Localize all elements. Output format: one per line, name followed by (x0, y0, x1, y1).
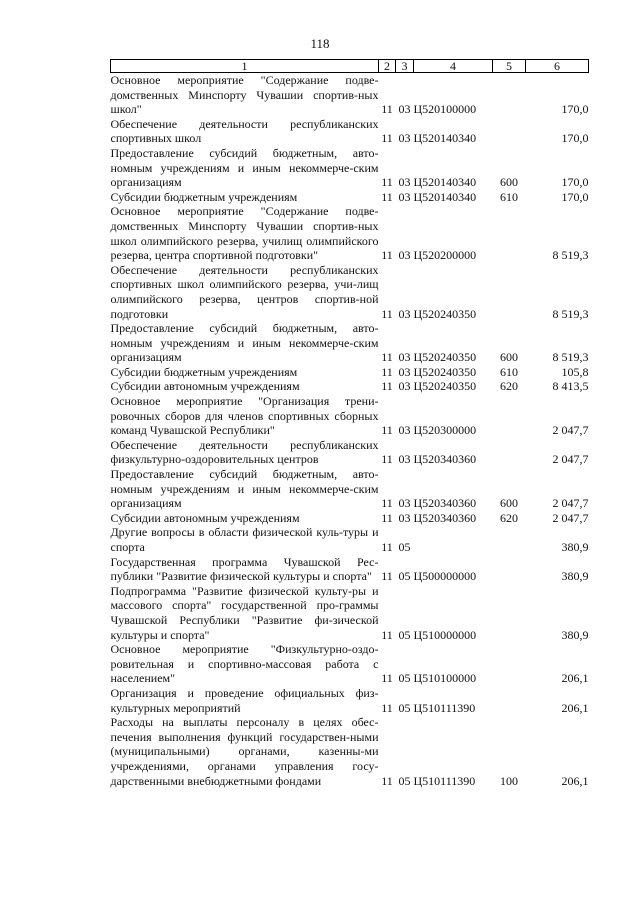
row-section: 11 (381, 452, 393, 467)
table-row (111, 204, 589, 262)
row-name: Обеспечение деятельности республиканских спортивных школ олимпийского резерва, учи-лищ олимпийского резерва, центров спортив-ной подготовки (110, 262, 379, 321)
table-row (111, 73, 589, 117)
table-row (111, 190, 589, 205)
row-subsection: 03 (398, 248, 411, 263)
row-amount: 2 047,7 (552, 496, 589, 511)
row-subsection: 05 (398, 627, 411, 642)
row-section: 11 (381, 569, 393, 584)
row-subsection: 03 (398, 306, 411, 321)
header-col-3: 3 (396, 60, 414, 73)
row-amount: 2 047,7 (552, 423, 589, 438)
row-target-code: Ц520300000 (413, 423, 477, 438)
table-row (111, 379, 589, 394)
row-name: Подпрограмма "Развитие физической культу-ры и массового спорта" государственной про-граммы Чувашской Республики "Развитие фи-зической культуры и спорта" (110, 583, 379, 642)
row-target-code: Ц520340360 (413, 452, 477, 467)
row-section: 11 (381, 496, 393, 511)
table-row (111, 263, 589, 321)
row-section: 11 (381, 306, 393, 321)
row-name: Обеспечение деятельности республиканских физкультурно-оздоровительных центров (110, 437, 379, 467)
row-target-code: Ц510100000 (413, 671, 477, 686)
row-expense-type (493, 642, 526, 686)
row-name: Субсидии автономным учреждениям (110, 379, 300, 394)
row-section: 11 (381, 350, 393, 365)
header-col-1: 1 (111, 60, 379, 73)
row-section: 11 (381, 423, 393, 438)
row-target-code: Ц520240350 (413, 379, 477, 394)
row-section: 11 (381, 175, 393, 190)
row-amount: 170,0 (561, 102, 589, 117)
row-expense-type: 600 (500, 496, 518, 511)
row-expense-type: 620 (500, 379, 518, 394)
row-name: Государственная программа Чувашской Рес-публики "Развитие физической культуры и спорта" (110, 554, 379, 584)
row-target-code: Ц520240350 (413, 364, 477, 379)
row-subsection: 03 (398, 175, 411, 190)
row-target-code: Ц520200000 (413, 248, 477, 263)
header-col-2: 2 (379, 60, 396, 73)
row-subsection: 03 (398, 131, 411, 146)
table-row (111, 394, 589, 438)
row-expense-type: 600 (500, 350, 518, 365)
row-expense-type: 620 (500, 510, 518, 525)
table-row (111, 511, 589, 526)
row-expense-type (493, 686, 526, 715)
row-expense-type (493, 117, 526, 146)
row-amount: 206,1 (561, 773, 589, 788)
row-expense-type: 610 (500, 189, 518, 204)
row-section: 11 (381, 540, 393, 554)
row-name: Предоставление субсидий бюджетным, авто-номным учреждениям и иным некоммерче-ским организациям (110, 321, 379, 365)
row-target-code: Ц520140340 (413, 175, 477, 190)
row-amount: 170,0 (561, 131, 589, 146)
row-amount: 170,0 (561, 175, 589, 190)
row-subsection: 05 (398, 540, 411, 554)
row-subsection: 03 (398, 423, 411, 438)
table-row (111, 686, 589, 715)
row-amount: 2 047,7 (552, 510, 589, 525)
table-row (111, 321, 589, 365)
row-expense-type (493, 394, 526, 438)
row-name: Обеспечение деятельности республиканских спортивных школ (110, 116, 379, 146)
table-row (111, 642, 589, 686)
row-name: Предоставление субсидий бюджетным, авто-номным учреждениям и иным некоммерче-ским организациям (110, 145, 379, 190)
row-target-code: Ц510111390 (413, 700, 476, 715)
row-name: Основное мероприятие "Физкультурно-оздо-ровительная и спортивно-массовая работа с населением" (110, 642, 379, 686)
row-amount: 380,9 (561, 627, 589, 642)
row-section: 11 (381, 248, 393, 263)
header-col-4: 4 (414, 60, 493, 73)
row-amount: 2 047,7 (552, 452, 589, 467)
header-row (111, 60, 589, 73)
row-target-code: Ц520240350 (413, 350, 477, 365)
table-row (111, 525, 589, 554)
table-row (111, 365, 589, 380)
row-section: 11 (381, 102, 393, 117)
row-name: Предоставление субсидий бюджетным, авто-номным учреждениям и иным некоммерче-ским организациям (110, 467, 379, 511)
row-subsection: 03 (398, 364, 411, 379)
row-name: Основное мероприятие "Содержание подве-домственных Минспорту Чувашии спортив-ных школ" (110, 73, 379, 117)
row-section: 11 (381, 700, 393, 715)
row-subsection: 05 (398, 700, 411, 715)
row-amount: 105,8 (561, 364, 589, 379)
row-section: 11 (381, 364, 393, 379)
row-amount: 206,1 (561, 671, 589, 686)
table-row (111, 438, 589, 467)
row-target-code: Ц520240350 (413, 306, 477, 321)
row-subsection: 05 (398, 671, 411, 686)
row-subsection: 03 (398, 189, 411, 204)
table-row (111, 715, 589, 788)
row-subsection: 03 (398, 102, 411, 117)
table-row (111, 117, 589, 146)
row-subsection: 03 (398, 350, 411, 365)
row-target-code: Ц520100000 (413, 102, 477, 117)
row-amount: 380,9 (561, 540, 589, 554)
table-row (111, 467, 589, 511)
row-expense-type (493, 584, 526, 642)
page-number: 118 (310, 36, 330, 51)
budget-table (110, 59, 589, 788)
row-expense-type (493, 263, 526, 321)
row-name: Субсидии бюджетным учреждениям (110, 364, 298, 379)
table-row (111, 584, 589, 642)
row-section: 11 (381, 671, 393, 686)
row-name: Расходы на выплаты персоналу в целях обес-печения выполнения функций государствен-ными (муниципальными) органами, казенны-ми учреждениями, органами управления госу-дарственными внебюджетными фондами (110, 715, 379, 788)
table-row (111, 146, 589, 190)
row-amount: 380,9 (561, 569, 589, 584)
row-subsection: 03 (398, 496, 411, 511)
row-expense-type (493, 555, 526, 584)
row-target-code: Ц510000000 (413, 627, 477, 642)
row-section: 11 (381, 189, 393, 204)
row-section: 11 (381, 379, 393, 394)
row-name: Субсидии автономным учреждениям (110, 510, 300, 525)
row-subsection: 03 (398, 452, 411, 467)
row-amount: 206,1 (561, 700, 589, 715)
row-name: Организация и проведение официальных физ-культурных мероприятий (110, 685, 379, 715)
row-amount: 8 519,3 (552, 350, 589, 365)
row-name: Субсидии бюджетным учреждениям (110, 189, 298, 204)
row-expense-type: 600 (500, 175, 518, 190)
row-amount: 170,0 (561, 189, 589, 204)
row-expense-type (493, 204, 526, 262)
row-section: 11 (381, 131, 393, 146)
row-expense-type (493, 438, 526, 467)
row-subsection: 05 (398, 773, 411, 788)
row-section: 11 (381, 773, 393, 788)
row-subsection: 03 (398, 510, 411, 525)
row-amount: 8 519,3 (552, 306, 589, 321)
row-expense-type (493, 525, 526, 554)
table-row (111, 555, 589, 584)
row-amount: 8 413,5 (552, 379, 589, 394)
row-subsection: 05 (398, 569, 411, 584)
row-target-code: Ц500000000 (413, 569, 477, 584)
row-section: 11 (381, 627, 393, 642)
header-col-6: 6 (526, 60, 589, 73)
row-expense-type: 100 (500, 773, 518, 788)
row-target-code: Ц510111390 (413, 773, 476, 788)
row-name: Другие вопросы в области физической куль-туры и спорта (110, 525, 379, 554)
row-target-code: Ц520140340 (413, 189, 477, 204)
row-target-code (414, 525, 493, 554)
header-col-5: 5 (493, 60, 526, 73)
row-target-code: Ц520140340 (413, 131, 477, 146)
row-expense-type (493, 73, 526, 117)
row-name: Основное мероприятие "Организация трени-ровочных сборов для членов спортивных сборных команд Чувашской Республики" (110, 394, 379, 438)
row-amount: 8 519,3 (552, 248, 589, 263)
row-target-code: Ц520340360 (413, 510, 477, 525)
row-target-code: Ц520340360 (413, 496, 477, 511)
row-name: Основное мероприятие "Содержание подве-домственных Минспорту Чувашии спортив-ных школ олимпийского резерва, училищ олимпийского резерва, центра спортивной подготовки" (110, 204, 379, 263)
row-subsection: 03 (398, 379, 411, 394)
row-expense-type: 610 (500, 364, 518, 379)
row-section: 11 (381, 510, 393, 525)
